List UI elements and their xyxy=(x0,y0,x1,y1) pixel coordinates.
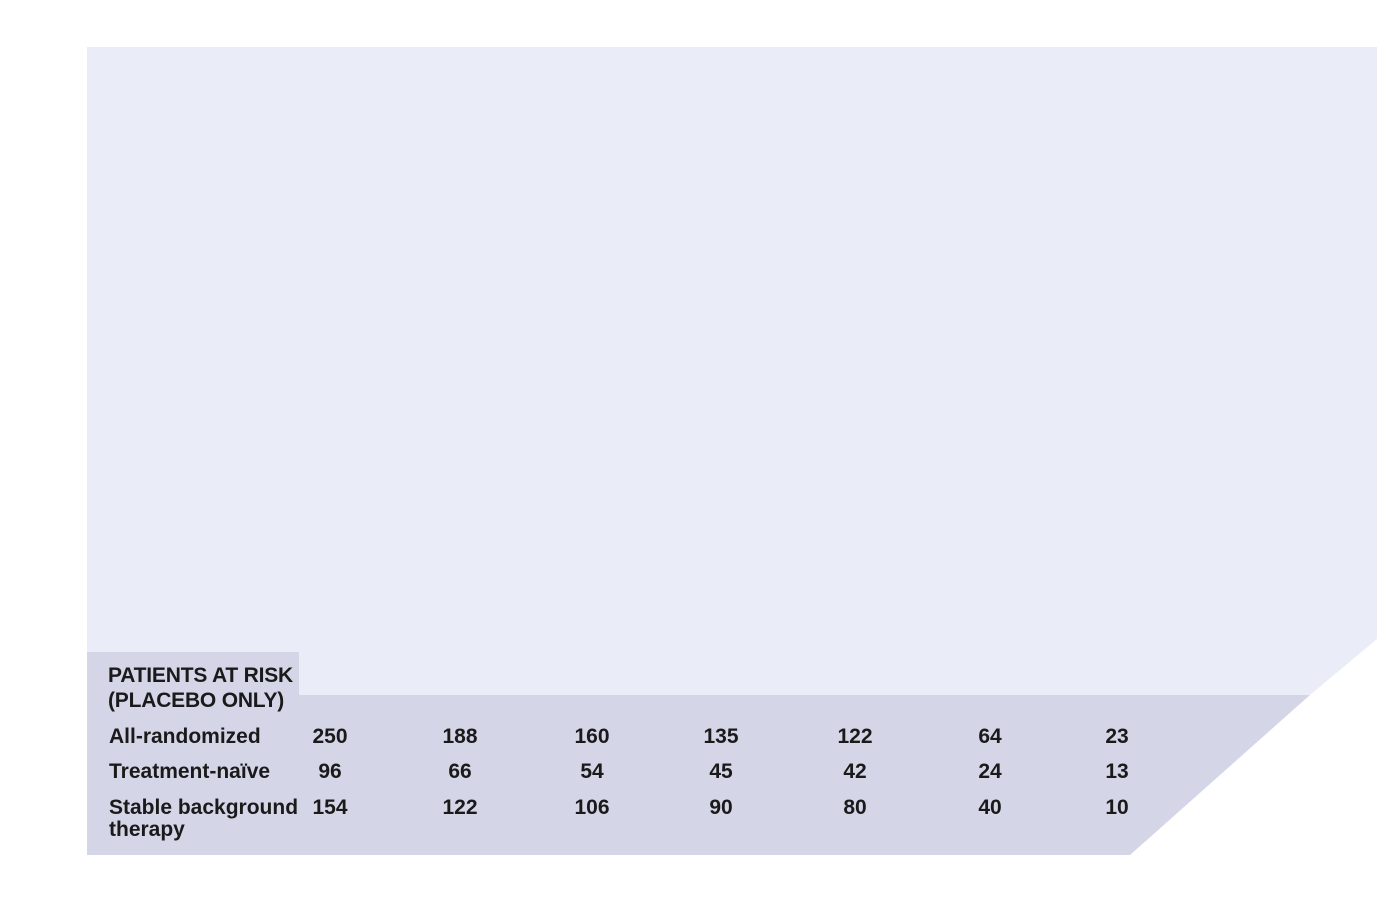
risk-value-treatment-na-ve-col-1: 96 xyxy=(318,760,342,783)
risk-value-stable-background-therapy-col-2: 122 xyxy=(442,796,478,819)
risk-value-stable-background-therapy-col-1: 154 xyxy=(312,796,348,819)
risk-value-stable-background-therapy-col-7: 10 xyxy=(1105,796,1129,819)
risk-value-all-randomized-col-4: 135 xyxy=(703,725,739,748)
risk-value-all-randomized-col-2: 188 xyxy=(442,725,478,748)
row-label-line: All-randomized xyxy=(109,725,261,748)
risk-value-treatment-na-ve-col-5: 42 xyxy=(843,760,867,783)
risk-value-all-randomized-col-7: 23 xyxy=(1105,725,1129,748)
risk-value-treatment-na-ve-col-3: 54 xyxy=(580,760,604,783)
risk-value-stable-background-therapy-col-5: 80 xyxy=(843,796,867,819)
risk-value-treatment-na-ve-col-2: 66 xyxy=(448,760,472,783)
risk-value-stable-background-therapy-col-6: 40 xyxy=(978,796,1002,819)
risk-value-all-randomized-col-1: 250 xyxy=(312,725,348,748)
risk-table-title-line-1: PATIENTS AT RISK xyxy=(108,664,294,687)
risk-value-stable-background-therapy-col-4: 90 xyxy=(709,796,733,819)
risk-table-title-line-2: (PLACEBO ONLY) xyxy=(108,689,285,712)
row-label-line: Stable background xyxy=(109,796,299,819)
row-label-all-randomized xyxy=(109,726,261,748)
risk-value-all-randomized-col-5: 122 xyxy=(837,725,873,748)
row-label-line: Treatment-naïve xyxy=(109,760,271,783)
row-label-line: therapy xyxy=(109,818,185,841)
risk-value-treatment-na-ve-col-4: 45 xyxy=(709,760,733,783)
row-label-stable-background-therapy xyxy=(109,797,298,841)
risk-value-stable-background-therapy-col-3: 106 xyxy=(574,796,610,819)
risk-value-all-randomized-col-6: 64 xyxy=(978,725,1002,748)
risk-value-all-randomized-col-3: 160 xyxy=(574,725,610,748)
row-label-treatment-na-ve xyxy=(109,761,270,783)
risk-value-treatment-na-ve-col-6: 24 xyxy=(978,760,1002,783)
plot-area-background xyxy=(87,47,1377,695)
risk-table-title xyxy=(108,663,293,713)
risk-value-treatment-na-ve-col-7: 13 xyxy=(1105,760,1129,783)
